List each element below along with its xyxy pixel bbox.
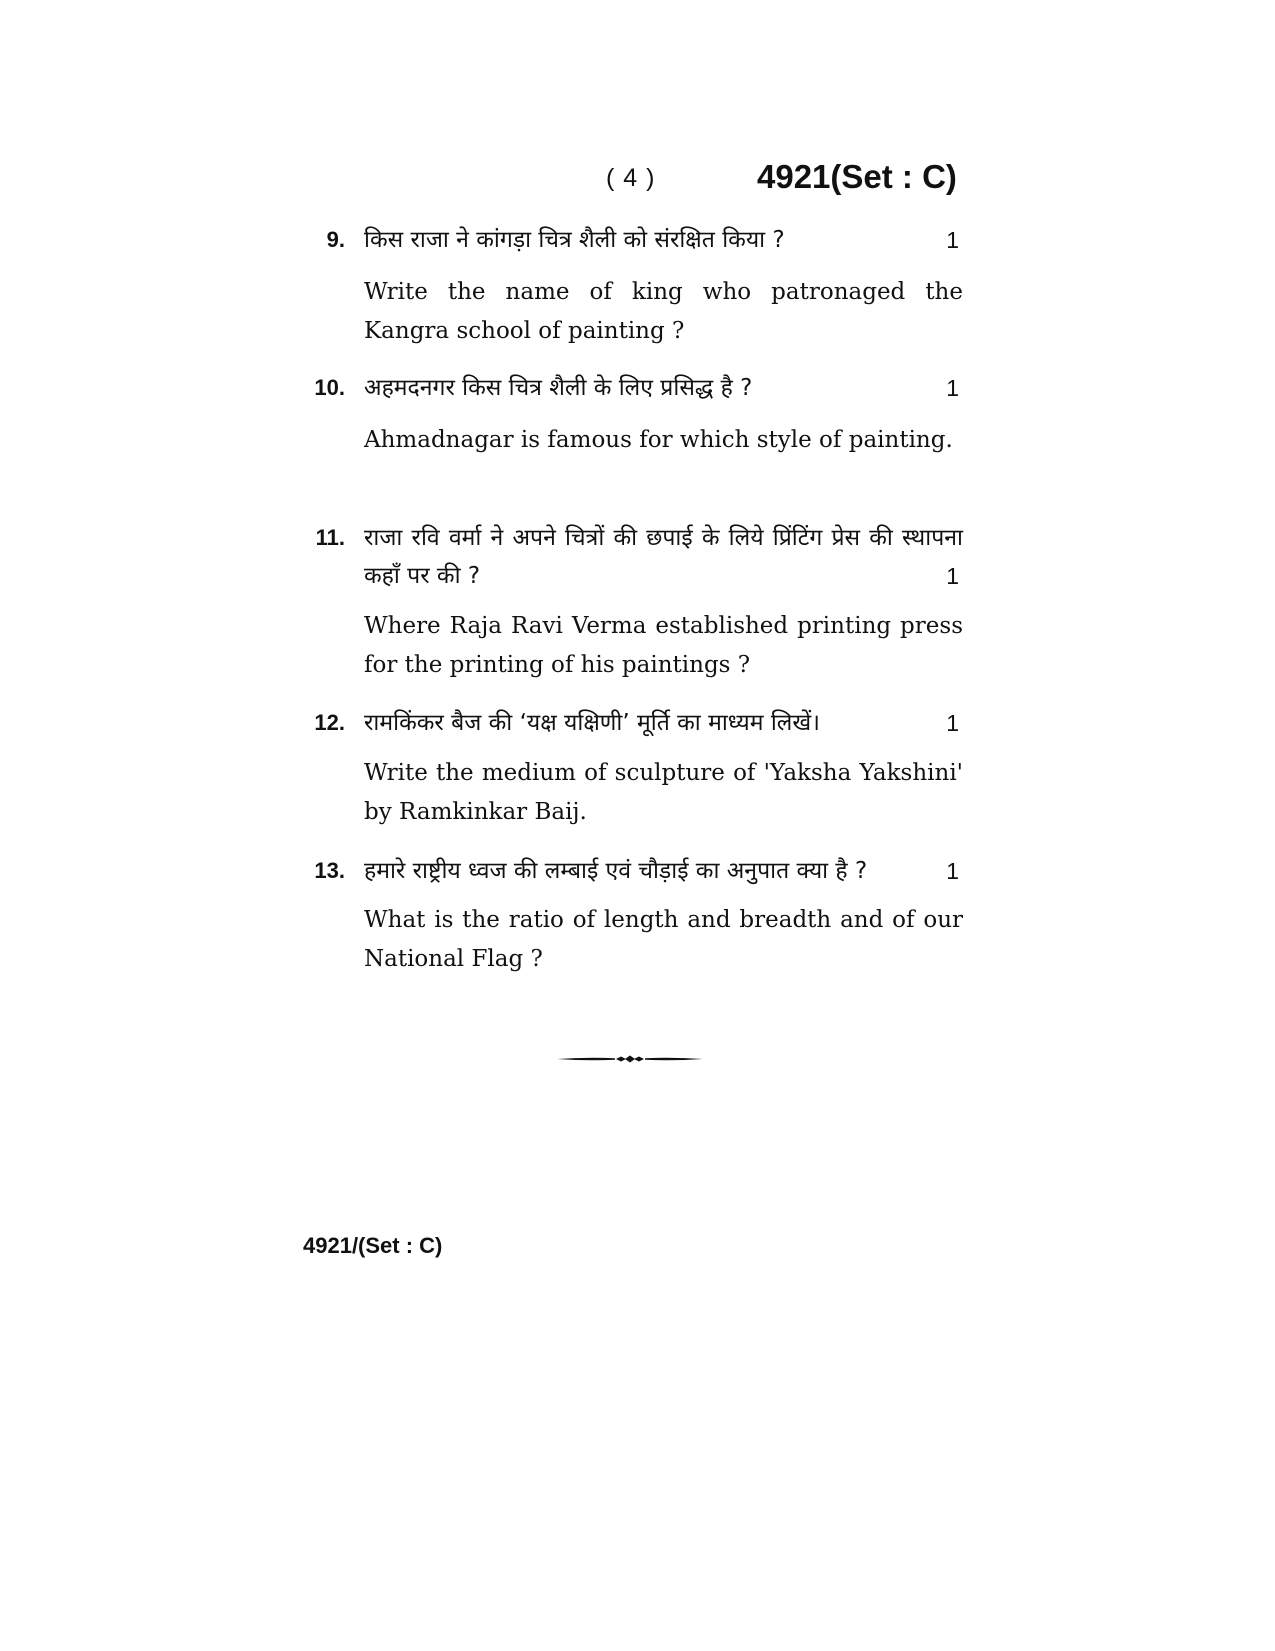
question-marks: 1 xyxy=(946,710,959,736)
question-marks: 1 xyxy=(946,858,959,884)
question-marks: 1 xyxy=(946,563,959,589)
question-number: 12. xyxy=(314,710,345,735)
question-number: 13. xyxy=(314,858,345,883)
question-number: 10. xyxy=(314,375,345,400)
question-number: 11. xyxy=(315,525,345,550)
question-english: Ahmadnagar is famous for which style of painting. xyxy=(364,427,953,453)
question-hindi: हमारे राष्ट्रीय ध्वज की लम्बाई एवं चौड़ाई का अनुपात क्या है ? xyxy=(364,858,868,884)
question-number: 9. xyxy=(326,227,345,252)
question-hindi: अहमदनगर किस चित्र शैली के लिए प्रसिद्ध है ? xyxy=(364,375,753,401)
question-hindi: रामकिंकर बैज की ‘यक्ष यक्षिणी’ मूर्ति का माध्यम लिखें। xyxy=(364,710,820,736)
end-ornament-divider xyxy=(557,1051,703,1067)
question-english: Write the medium of sculpture of 'Yaksha Yakshini' by Ramkinkar Baij. xyxy=(364,760,963,825)
paper-code-footer: 4921/(Set : C) xyxy=(303,1233,443,1258)
question-marks: 1 xyxy=(946,375,959,401)
question-marks: 1 xyxy=(946,227,959,253)
question-hindi: किस राजा ने कांगड़ा चित्र शैली को संरक्षित किया ? xyxy=(364,227,785,253)
question-hindi: राजा रवि वर्मा ने अपने चित्रों की छपाई के लिये प्रिंटिंग प्रेस की स्थापना कहाँ पर की ? xyxy=(364,525,963,589)
question-english: Write the name of king who patronaged the Kangra school of painting ? xyxy=(364,279,963,344)
question-english: Where Raja Ravi Verma established printing press for the printing of his paintings ? xyxy=(364,613,963,678)
paper-code-header: 4921(Set : C) xyxy=(757,158,957,195)
page-number: ( 4 ) xyxy=(606,164,656,192)
question-english: What is the ratio of length and breadth and of our National Flag ? xyxy=(364,907,963,972)
